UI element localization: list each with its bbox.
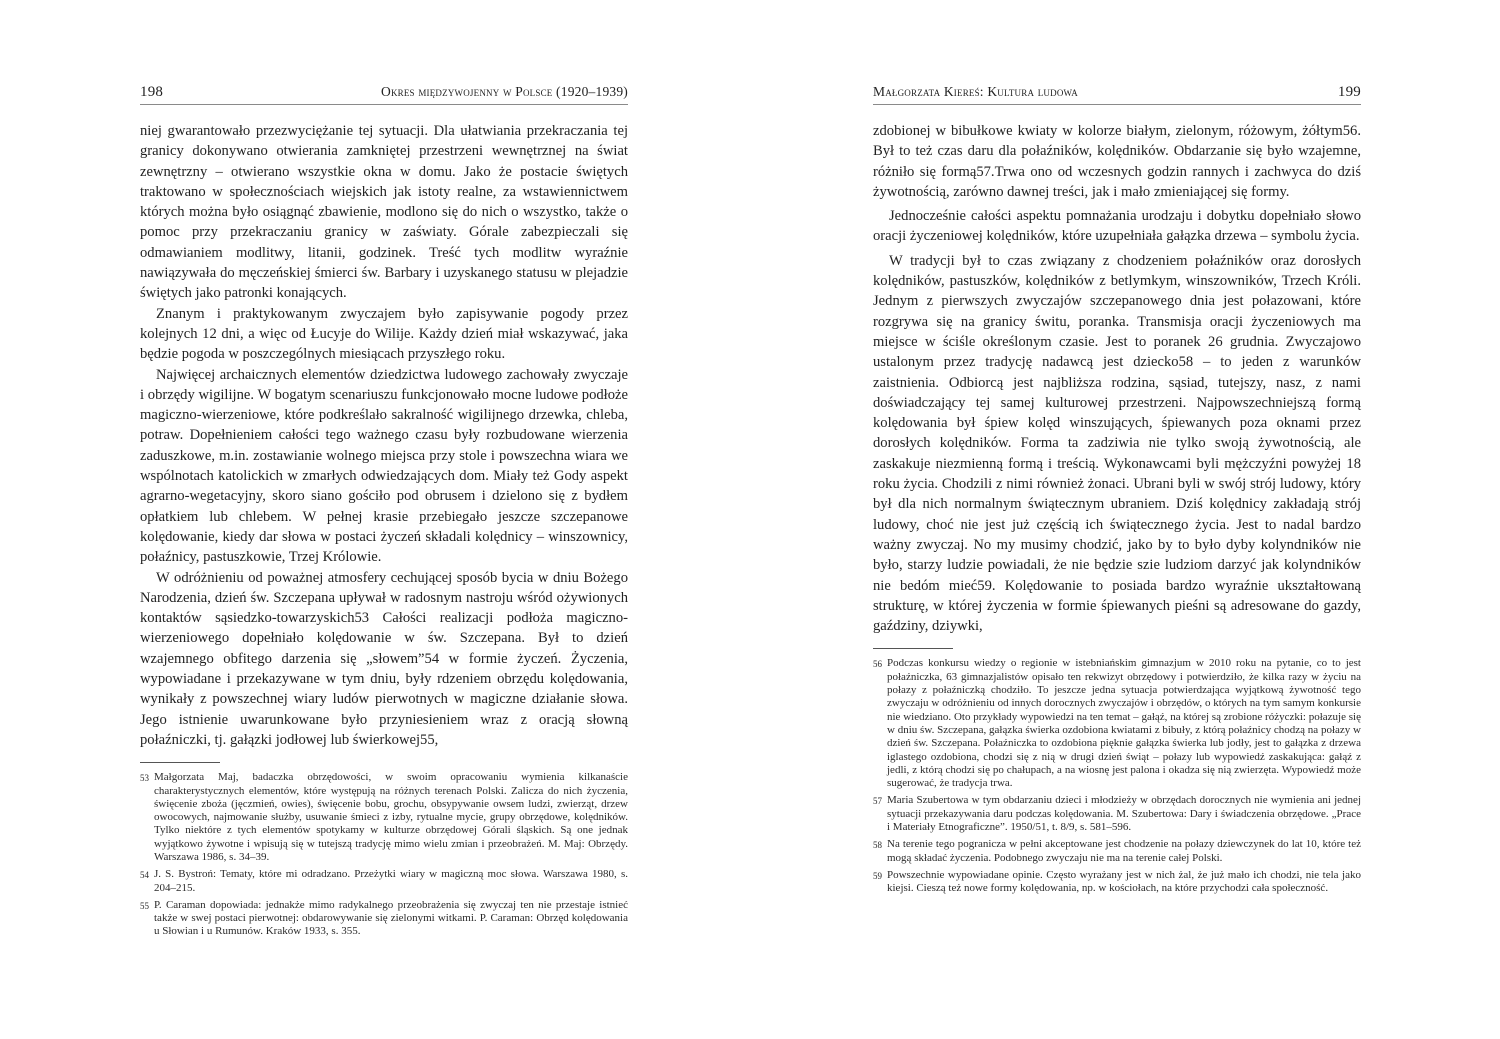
page-number: 198	[140, 84, 164, 100]
footnotes	[140, 771, 628, 939]
footnote-divider	[140, 762, 220, 763]
paragraph: Jednocześnie całości aspektu pomnażania urodzaju i dobytku dopełniało słowo oracji życzeniowej kolędników, które uzupełniała gałązka drzewa – symbolu życia.	[873, 208, 1361, 245]
author-title	[873, 84, 1078, 100]
footnote-number: 58	[873, 840, 882, 851]
body-text	[140, 121, 628, 750]
footnote-text: J. S. Bystroń: Tematy, które mi odradzano. Przeżytki wiary w magiczną moc słowa. Warszawa 1980, s. 204–215.	[154, 868, 628, 894]
footnote-text: Na terenie tego pogranicza w pełni akceptowane jest chodzenie na połazy dziewczynek do lat 10, które też mogą składać życzenia. Podobnego zwyczaju nie ma na terenie całej Polski.	[887, 838, 1361, 864]
footnote-divider	[873, 648, 953, 649]
footnote	[873, 838, 1361, 865]
footnote	[873, 657, 1361, 790]
chapter-title: Okres międzywojenny w Polsce (1920–1939)	[381, 84, 628, 99]
footnote-number: 54	[140, 870, 149, 881]
footnote	[873, 794, 1361, 834]
footnote	[140, 868, 628, 895]
paragraph: W tradycji był to czas związany z chodzeniem połaźników oraz dorosłych kolędników, pastuszków, kolędników z betlymkym, winszowników, Trzech Króli. Jednym z pierwszych zwyczajów szczepanowego dnia jest połazowani, które rozgrywa się na granicy świtu, poranka. Transmisja oracji życzeniowych ma miejsce w ściśle określonym czasie. Jest to poranek 26 grudnia. Zwyczajowo ustalonym przez tradycję nadawcą jest dziecko58 – to jeden z warunków zaistnienia. Odbiorcą jest najbliższa rodzina, sąsiad, tutejszy, nasz, z nami doświadczający tej samej kulturowej przestrzeni. Najpowszechniejszą formą kolędowania był śpiew kolęd winszujących, śpiewanych poza oknami przez dorosłych kolędników. Forma ta zadziwia nie tylko swoją żywotnością, ale zaskakuje niezmienną formą i treścią. Wykonawcami byli mężczyźni powyżej 18 roku życia. Chodzili z nimi również żonaci. Ubrani byli w swój strój ludowy, który był dla nich normalnym świątecznym ubraniem. Dziś kolędnicy zakładają strój ludowy, choć nie jest już częścią ich świątecznego życia. Jest to nadal bardzo ważny zwyczaj. No my musimy chodzić, jako by to było dyby kolyndników nie było, starzy ludzie powiadali, że nie będzie szie ludziom darzyć jak kolyndników nie bedóm mieć59. Kolędowanie to posiada bardzo wyraźnie ukształtowaną strukturę, w której życzenia w formie śpiewanych pieśni są adresowane do gazdy, gaździny, dziywki,	[873, 252, 1361, 635]
footnote-number: 55	[140, 900, 149, 911]
right-page	[873, 84, 1361, 899]
footnote-number: 56	[873, 659, 882, 670]
footnote	[873, 869, 1361, 896]
footnote	[140, 771, 628, 864]
running-head	[140, 84, 628, 105]
footnote-text: P. Caraman dopowiada: jednakże mimo radykalnego przeobrażenia się zwyczaj ten nie przestaje istnieć także w swej postaci pierwotnej: obdarowywanie się zielonymi witkami. P. Caraman: Obrzęd kolędowania u Słowian i u Rumunów. Kraków 1933, s. 355.	[154, 898, 628, 938]
footnote-number: 53	[140, 773, 149, 784]
footnote-number: 59	[873, 870, 882, 881]
paragraph: zdobionej w bibułkowe kwiaty w kolorze białym, zielonym, różowym, żółtym56. Był to też czas daru dla połaźników, kolędników. Obdarzanie się było wzajemne, różniło się formą57.Trwa ono od wczesnych godzin rannych i zachwyca do dziś żywotnością, zarówno dawnej treści, jak i mało zmieniającej się formy.	[873, 123, 1361, 200]
running-head-author: Małgorzata Kiereś:	[873, 84, 984, 99]
paragraph: Znanym i praktykowanym zwyczajem było zapisywanie pogody przez kolejnych 12 dni, a więc od Łucyje do Wilije. Każdy dzień miał wskazywać, jaka będzie pogoda w poszczególnych miesiącach przyszłego roku.	[140, 305, 628, 363]
footnote-number: 57	[873, 796, 882, 807]
footnotes	[873, 657, 1361, 895]
footnote-text: Maria Szubertowa w tym obdarzaniu dzieci i młodzieży w obrzędach dorocznych nie wymienia ani jednej sytuacji przekazywania daru podczas kolędowania. M. Szubertowa: Dary i świadczenia obrzędowe. „Prace i Materiały Etnograficzne”. 1950/51, t. 8/9, s. 581–596.	[887, 794, 1361, 833]
paragraph: niej gwarantowało przezwyciężanie tej sytuacji. Dla ułatwiania przekraczania tej granicy dokonywano otwierania zamkniętej przestrzeni wewnętrznej na świat zewnętrzny – otwierano wszystkie okna w domu. Jako że postacie świętych traktowano w społecznościach wiejskich jak istoty realne, za wstawiennictwem których można było osiągnąć zbawienie, modlono się do nich o wszystko, także o pomoc przy przekraczaniu granicy w zaświaty. Górale zabezpieczali się odmawianiem modlitwy, litanii, godzinek. Treść tych modlitw wyraźnie nawiązywała do męczeńskiej śmierci św. Barbary i uzyskanego statusu w plejadzie świętych jako patronki konających.	[140, 123, 628, 302]
footnote-text: Podczas konkursu wiedzy o regionie w istebniańskim gimnazjum w 2010 roku na pytanie, co to jest połaźniczka, 63 gimnazjalistów opisało ten rekwizyt obrzędowy i potwierdziło, że kilka razy w życiu na połazy z połaźniczką chodziło. To jeszcze jedna sytuacja potwierdzająca wyjątkową żywotność tego zwyczaju w odróżnieniu od innych dorocznych zwyczajów i obrzędów, o których na tym samym konkursie nie wiedziano. Oto przykłady wypowiedzi na ten temat – gałąź, na której są zrobione różyczki: połazuje się w dniu św. Szczepana, gałązka świerka ozdobiona kwiatami z bibuły, z którą połaźnicy chodzą na połazy w dzień św. Szczepana. Połaźniczka to ozdobiona pięknie gałązka świerka lub jodły, jest to gałązka z drzewa iglastego ozdobiona, chodzi się z nią w drugi dzień świąt – połazy lub wypowiedź zaskakująca: gałąź z jedli, z którą chodzi się po chałupach, a na wiosnę jest palona i okadza się nią zwierzęta. Wypowiedź może sugerować, że tradycja trwa.	[887, 657, 1361, 790]
footnote	[140, 899, 628, 939]
paragraph: Najwięcej archaicznych elementów dziedzictwa ludowego zachowały zwyczaje i obrzędy wigilijne. W bogatym scenariuszu funkcjonowało mocne ludowe podłoże magiczno-wierzeniowe, które podkreślało sakralność wigilijnego drzewka, chleba, potraw. Dopełnieniem całości tego ważnego czasu były rozbudowane wierzenia zaduszkowe, m.in. zostawianie wolnego miejsca przy stole i powszechna wiara we wspólnotach katolickich w zmarłych odwiedzających dom. Miały też Gody aspekt agrarno-wegetacyjny, skoro siano gościło pod obrusem i dzielono się z bydłem opłatkiem lub chlebem. W pełnej krasie przebiegało jeszcze szczepanowe kolędowanie, kiedy dar słowa w postaci życzeń składali kolędnicy – winszownicy, połaźnicy, pastuszkowie, Trzej Królowie.	[140, 366, 628, 566]
left-page	[140, 84, 628, 943]
page-number: 199	[1337, 84, 1361, 100]
running-head-title: Kultura ludowa	[987, 84, 1078, 99]
footnote-text: Małgorzata Maj, badaczka obrzędowości, w swoim opracowaniu wymienia kilkanaście charakterystycznych elementów, które występują na różnych terenach Polski. Zalicza do nich życzenia, święcenie zboża (jęczmień, owies), święcenie bobu, grochu, obsypywanie owsem ludzi, zwierząt, drzew owocowych, najmowanie służby, usuwanie śmieci z izby, rytualne mycie, grupy obrzędowe, kolędników. Tylko niektóre z tych elementów spotykamy w kulturze obrzędowej Górali śląskich. Są one jednak wyjątkowo żywotne i wpisują się w tutejszą tradycję mimo wielu zmian i przeobrażeń. M. Maj: Obrzędy. Warszawa 1986, s. 34–39.	[154, 771, 628, 863]
paragraph: W odróżnieniu od poważnej atmosfery cechującej sposób bycia w dniu Bożego Narodzenia, dzień św. Szczepana upływał w radosnym nastroju wśród ożywionych kontaktów sąsiedzko-towarzyskich53 Całości realizacji podłoża magiczno-wierzeniowego dopełniało kolędowanie w św. Szczepana. Był to dzień wzajemnego obfitego darzenia się „słowem”54 w formie życzeń. Życzenia, wypowiadane i przekazywane w tym dniu, były rdzeniem obrzędu kolędowania, wynikały z powszechnej wiary ludów pierwotnych w magiczne działanie słowa. Jego istnienie uwarunkowane było przyniesieniem wraz z oracją słowną połaźniczki, tj. gałązki jodłowej lub świerkowej55,	[140, 569, 628, 748]
footnote-text: Powszechnie wypowiadane opinie. Często wyrażany jest w nich żal, że już mało ich chodzi, nie tela jako kiejsi. Cieszą też nowe formy kolędowania, np. w kościołach, na które przychodzi cała społeczność.	[887, 868, 1361, 895]
running-head	[873, 84, 1361, 105]
body-text	[873, 121, 1361, 636]
